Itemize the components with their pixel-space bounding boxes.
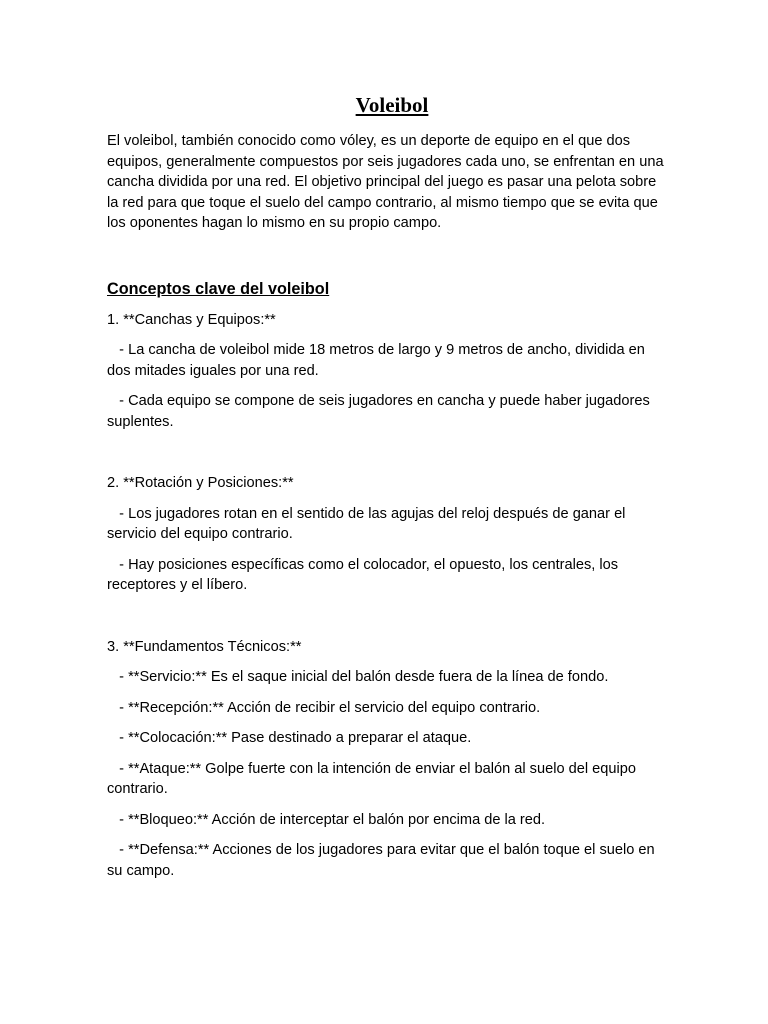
list-item: - Los jugadores rotan en el sentido de las agujas del reloj después de ganar el servicio del equipo contrario. — [107, 505, 630, 542]
section-heading: Conceptos clave del voleibol — [107, 279, 330, 298]
list-item: - **Servicio:** Es el saque inicial del balón desde fuera de la línea de fondo. — [107, 669, 609, 685]
list-item: - **Bloqueo:** Acción de interceptar el balón por encima de la red. — [107, 811, 546, 828]
section-title: 1. **Canchas y Equipos:** — [107, 311, 276, 328]
intro-paragraph: El voleibol, también conocido como vóley, es un deporte de equipo en el que dos equipos, generalmente compuestos por seis jugadores cada uno, se enfrentan en una cancha dividida por una red. El objetivo principal del juego es pasar una pelota sobre la red para que toque el suelo del campo contrario, al mismo tiempo que se evita que los oponentes hagan lo mismo en su propio campo. — [107, 133, 664, 231]
section-title: 2. **Rotación y Posiciones:** — [107, 475, 294, 491]
section-canchas-equipos — [107, 310, 667, 433]
list-item: - Hay posiciones específicas como el colocador, el opuesto, los centrales, los receptores y el líbero. — [107, 556, 623, 593]
section-fundamentos-tecnicos — [107, 637, 667, 882]
list-item: - La cancha de voleibol mide 18 metros de largo y 9 metros de ancho, dividida en dos mitades iguales por una red. — [107, 342, 649, 379]
document-page — [107, 92, 667, 891]
document-title: Voleibol — [355, 93, 429, 117]
list-item: - **Colocación:** Pase destinado a preparar el ataque. — [107, 730, 472, 746]
list-item: - **Ataque:** Golpe fuerte con la intención de enviar el balón al suelo del equipo contrario. — [107, 760, 641, 797]
list-item: - Cada equipo se compone de seis jugadores en cancha y puede haber jugadores suplentes. — [107, 393, 654, 430]
section-rotacion-posiciones — [107, 473, 667, 596]
list-item: - **Recepción:** Acción de recibir el servicio del equipo contrario. — [107, 699, 541, 716]
section-title: 3. **Fundamentos Técnicos:** — [107, 638, 302, 655]
list-item: - **Defensa:** Acciones de los jugadores para evitar que el balón toque el suelo en su campo. — [107, 842, 659, 879]
